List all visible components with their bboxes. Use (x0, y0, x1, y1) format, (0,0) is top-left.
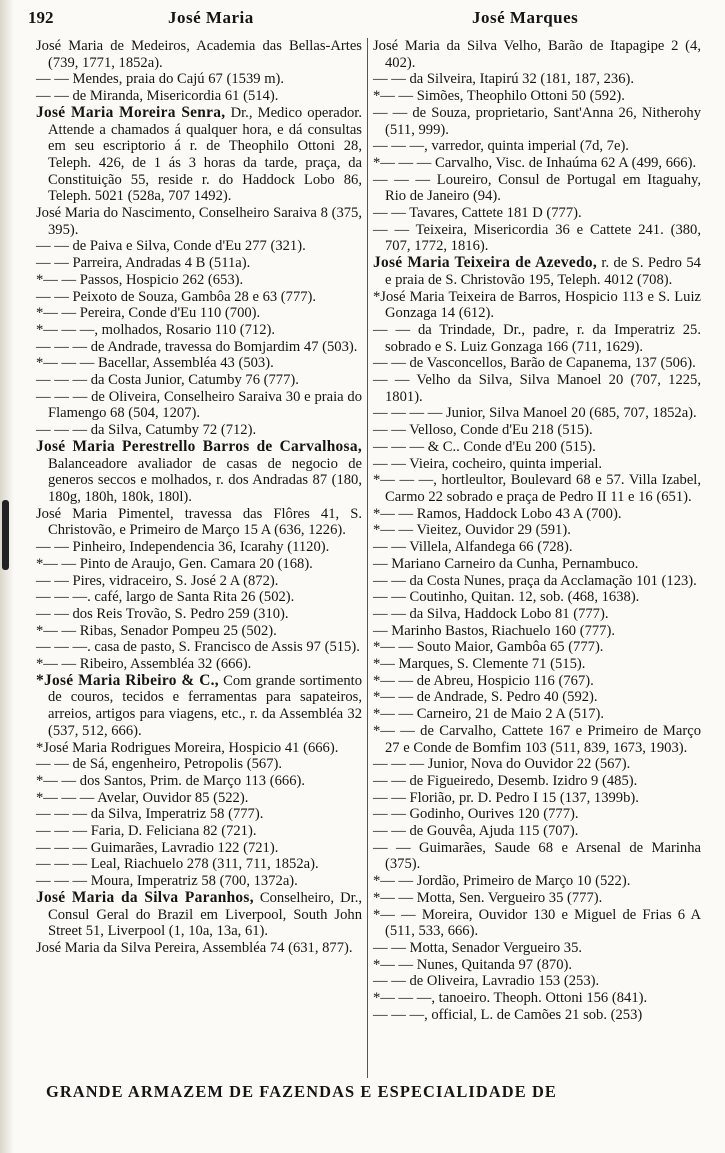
directory-entry (36, 506, 362, 539)
directory-entry (36, 756, 362, 773)
entry-text: — — de Gouvêa, Ajuda 115 (707). (373, 823, 579, 840)
entry-text: José Maria da Silva Pereira, Assembléa 74 (631, 877). (36, 939, 353, 956)
entry-text: *— — Ribas, Senador Pompeu 25 (502). (36, 622, 277, 639)
entry-text: — — Peixoto de Souza, Gambôa 28 e 63 (777). (36, 288, 317, 305)
directory-entry (373, 907, 701, 940)
page-header (0, 6, 725, 32)
directory-entry (36, 673, 362, 740)
entry-text: Dr., Medico operador. Attende a chamados á qualquer hora, e dá consultas em seu escriptorio á r. de Theophilo Ottoni 28, Teleph. 426, de 1 ás 3 horas da tarde, praça, da Constituição 55, reside r. do Haddock Lobo 86, Teleph. 5021 (528a, 707 1492). (48, 104, 363, 205)
directory-entry (373, 138, 701, 155)
entry-text: *— — Ribeiro, Assembléa 32 (666). (36, 656, 252, 673)
directory-entry (36, 856, 362, 873)
directory-entry (36, 823, 362, 840)
directory-entry (373, 890, 701, 907)
directory-entry (373, 205, 701, 222)
directory-entry (36, 539, 362, 556)
left-column (36, 38, 362, 957)
entry-text: — — de Paiva e Silva, Conde d'Eu 277 (321). (36, 238, 306, 255)
entry-text: *José Maria Rodrigues Moreira, Hospicio 41 (666). (36, 739, 339, 756)
entry-text: *José Maria Teixeira de Barros, Hospicio 113 e S. Luiz Gonzaga 14 (612). (373, 288, 701, 322)
entry-text: — Marinho Bastos, Riachuelo 160 (777). (373, 622, 615, 639)
directory-entry (373, 790, 701, 807)
footer-advertisement: GRANDE ARMAZEM DE FAZENDAS E ESPECIALIDADE DE (46, 1082, 557, 1101)
directory-entry (373, 706, 701, 723)
entry-text: — — Villela, Alfandega 66 (728). (373, 539, 573, 556)
directory-entry (36, 289, 362, 306)
entry-text: *— — Passos, Hospicio 262 (653). (36, 271, 244, 288)
column-divider (367, 38, 368, 1078)
entry-text: — — — de Andrade, travessa do Bomjardim 47 (503). (36, 338, 358, 355)
directory-entry (373, 422, 701, 439)
entry-text: — — — Faria, D. Feliciana 82 (721). (36, 823, 257, 840)
directory-entry (373, 155, 701, 172)
entry-name-bold: José Maria Perestrello Barros de Carvalhosa, (36, 437, 362, 455)
entry-text: José Maria de Medeiros, Academia das Bellas-Artes (739, 1771, 1852a). (36, 38, 362, 71)
entry-text: *— — —, tanoeiro. Theoph. Ottoni 156 (841). (373, 990, 648, 1007)
entry-text: — — Florião, pr. D. Pedro I 15 (137, 1399b). (373, 789, 639, 806)
directory-entry (373, 255, 701, 288)
directory-entry (36, 606, 362, 623)
directory-entry (36, 255, 362, 272)
directory-entry (36, 623, 362, 640)
entry-text: — — — & C.. Conde d'Eu 200 (515). (373, 438, 596, 455)
entry-text: — — de Souza, proprietario, Sant'Anna 26, Nitherohy (511, 999). (373, 104, 701, 138)
entry-text: — — da Silveira, Itapirú 32 (181, 187, 236). (373, 71, 635, 88)
entry-text: — — Coutinho, Quitan. 12, sob. (468, 1638). (373, 589, 640, 606)
entry-text: — Mariano Carneiro da Cunha, Pernambuco. (373, 555, 639, 572)
directory-entry (36, 238, 362, 255)
directory-entry (36, 205, 362, 238)
directory-entry (36, 355, 362, 372)
directory-entry (373, 957, 701, 974)
entry-text: — — Parreira, Andradas 4 B (511a). (36, 255, 251, 272)
entry-text: — — Mendes, praia do Cajú 67 (1539 m). (36, 71, 285, 88)
directory-entry (373, 973, 701, 990)
right-column (373, 38, 701, 1023)
directory-entry (36, 389, 362, 422)
entry-text: *— — Ramos, Haddock Lobo 43 A (700). (373, 505, 622, 522)
entry-text: *— — Simões, Theophilo Ottoni 50 (592). (373, 88, 625, 105)
directory-entry (373, 38, 701, 71)
directory-entry (373, 990, 701, 1007)
directory-entry (373, 606, 701, 623)
entry-text: — — de Sá, engenheiro, Petropolis (567). (36, 756, 283, 773)
directory-entry (36, 305, 362, 322)
entry-text: *— — — Carvalho, Visc. de Inhaúma 62 A (499, 666). (373, 154, 697, 171)
entry-text: — — Vieira, cocheiro, quinta imperial. (373, 455, 603, 472)
entry-text: — — —. casa de pasto, S. Francisco de Assis 97 (515). (36, 639, 360, 656)
directory-entry (373, 656, 701, 673)
entry-text: *— — Pereira, Conde d'Eu 110 (700). (36, 305, 261, 322)
entry-text: *— — Carneiro, 21 de Maio 2 A (517). (373, 706, 605, 723)
entry-text: r. de S. Pedro 54 e praia de S. Christovão 195, Teleph. 4012 (708). (385, 255, 701, 288)
entry-text: — — Velloso, Conde d'Eu 218 (515). (373, 422, 593, 439)
entry-text: Balanceadore avaliador de casas de negocio de generos seccos e molhados, r. dos Andradas 87 (180, 180g, 180h, 180k, 180l). (48, 455, 362, 505)
entry-text: — — —. café, largo de Santa Rita 26 (502). (36, 589, 295, 606)
directory-entry (373, 639, 701, 656)
directory-entry (373, 105, 701, 138)
directory-entry (373, 773, 701, 790)
entry-text: *— — Souto Maior, Gambôa 65 (777). (373, 639, 604, 656)
directory-entry (36, 88, 362, 105)
page-number: 192 (28, 8, 54, 27)
entry-text: — — da Silva, Haddock Lobo 81 (777). (373, 605, 609, 622)
entry-text: — — — Junior, Nova do Ouvidor 22 (567). (373, 756, 631, 773)
right-running-head: José Marques (472, 8, 579, 27)
entry-text: — — — Moura, Imperatriz 58 (700, 1372a). (36, 873, 298, 890)
directory-entry (373, 88, 701, 105)
directory-entry (36, 272, 362, 289)
entry-name-bold: José Maria Teixeira de Azevedo, (373, 254, 597, 272)
directory-entry (373, 439, 701, 456)
entry-text: Conselheiro, Dr., Consul Geral do Brazil em Liverpool, South John Street 51, Liverpool (1, 10a, 13a, 61). (48, 889, 362, 940)
directory-entry (373, 556, 701, 573)
entry-text: *— — dos Santos, Prim. de Março 113 (666). (36, 772, 306, 789)
entry-text: *— — de Abreu, Hospicio 116 (767). (373, 672, 594, 689)
entry-text: — — —, varredor, quinta imperial (7d, 7e). (373, 138, 629, 155)
directory-entry (36, 840, 362, 857)
directory-entry (373, 723, 701, 756)
entry-name-bold: José Maria da Silva Paranhos, (36, 888, 254, 906)
entry-text: *— Marques, S. Clemente 71 (515). (373, 656, 586, 673)
directory-entry (373, 472, 701, 505)
directory-entry (373, 589, 701, 606)
directory-entry (36, 573, 362, 590)
entry-text: José Maria Pimentel, travessa das Flôres 41, S. Christovão, e Primeiro de Março 15 A (636, 1226). (36, 505, 362, 539)
directory-entry (373, 623, 701, 640)
directory-entry (373, 322, 701, 355)
entry-text: *— — Motta, Sen. Vergueiro 35 (777). (373, 889, 603, 906)
directory-entry (373, 539, 701, 556)
directory-entry (36, 740, 362, 757)
directory-entry (36, 890, 362, 940)
entry-text: José Maria do Nascimento, Conselheiro Saraiva 8 (375, 395). (36, 205, 362, 238)
entry-text: — — Godinho, Ourives 120 (777). (373, 806, 579, 823)
directory-entry (373, 573, 701, 590)
entry-text: — — da Costa Nunes, praça da Acclamação 101 (123). (373, 572, 697, 589)
page-binding-shadow (0, 0, 14, 1153)
entry-text: — — da Trindade, Dr., padre, r. da Imperatriz 25. sobrado e S. Luiz Gonzaga 166 (711, 1629). (373, 321, 701, 355)
entry-text: *— — — Bacellar, Assembléa 43 (503). (36, 355, 274, 372)
entry-text: Com grande sortimento de couros, tecidos e ferramentas para sapateiros, arreios, artigos para viagens, etc., r. da Assembléa 32 (537, 512, 666). (48, 672, 362, 739)
directory-entry (36, 439, 362, 506)
entry-text: — — — — Junior, Silva Manoel 20 (685, 707, 1852a). (373, 405, 697, 422)
entry-text: — — — da Costa Junior, Catumby 76 (777). (36, 372, 299, 389)
directory-entry (373, 506, 701, 523)
directory-entry (373, 405, 701, 422)
directory-entry (373, 456, 701, 473)
entry-text: — — —, official, L. de Camões 21 sob. (253) (373, 1006, 643, 1023)
directory-entry (373, 756, 701, 773)
entry-text: *— — —, hortleultor, Boulevard 68 e 57. Villa Izabel, Carmo 22 sobrado e praça de Pedro II 11 e 16 (651). (373, 472, 701, 505)
entry-text: — — — da Silva, Catumby 72 (712). (36, 422, 257, 439)
entry-text: *— — — Avelar, Ouvidor 85 (522). (36, 789, 249, 806)
directory-entry (373, 806, 701, 823)
ink-blot (2, 500, 9, 570)
directory-entry (36, 38, 362, 71)
entry-text: *— — de Carvalho, Cattete 167 e Primeiro de Março 27 e Conde de Bomfim 103 (511, 839, 1673, 1903). (373, 722, 701, 756)
directory-entry (36, 422, 362, 439)
entry-text: — — — da Silva, Imperatriz 58 (777). (36, 806, 264, 823)
directory-entry (36, 589, 362, 606)
entry-text: — — — de Oliveira, Conselheiro Saraiva 30 e praia do Flamengo 68 (504, 1207). (36, 388, 362, 422)
entry-text: — — Pires, vidraceiro, S. José 2 A (872). (36, 572, 279, 589)
entry-text: José Maria da Silva Velho, Barão de Itapagipe 2 (4, 402). (373, 38, 701, 71)
entry-text: — — Guimarães, Saude 68 e Arsenal de Marinha (375). (373, 839, 701, 873)
entry-text: *— — —, molhados, Rosario 110 (712). (36, 321, 276, 338)
directory-entry (373, 689, 701, 706)
directory-entry (373, 522, 701, 539)
entry-name-bold: José Maria Moreira Senra, (36, 103, 226, 121)
directory-entry (36, 372, 362, 389)
entry-text: — — de Vasconcellos, Barão de Capanema, 137 (506). (373, 355, 696, 372)
entry-text: — — de Miranda, Misericordia 61 (514). (36, 88, 279, 105)
entry-text: *— — Vieitez, Ouvidor 29 (591). (373, 522, 571, 539)
directory-entry (373, 823, 701, 840)
directory-entry (373, 673, 701, 690)
directory-entry (373, 355, 701, 372)
entry-text: — — — Loureiro, Consul de Portugal em Itaguahy, Rio de Janeiro (94). (373, 171, 701, 205)
directory-entry (373, 840, 701, 873)
entry-text: *— — Pinto de Araujo, Gen. Camara 20 (168). (36, 555, 313, 572)
directory-entry (373, 172, 701, 205)
entry-text: *— — Nunes, Quitanda 97 (870). (373, 956, 573, 973)
entry-text: — — — Leal, Riachuelo 278 (311, 711, 1852a). (36, 856, 319, 873)
directory-entry (36, 639, 362, 656)
directory-entry (36, 322, 362, 339)
entry-text: — — Pinheiro, Independencia 36, Icarahy (1120). (36, 539, 330, 556)
entry-text: — — — Guimarães, Lavradio 122 (721). (36, 839, 279, 856)
directory-entry (36, 806, 362, 823)
directory-entry (36, 556, 362, 573)
left-running-head: José Maria (168, 8, 254, 27)
entry-text: — — de Figueiredo, Desemb. Izidro 9 (485). (373, 772, 638, 789)
directory-entry (36, 940, 362, 957)
directory-entry (373, 873, 701, 890)
entry-text: — — dos Reis Trovão, S. Pedro 259 (310). (36, 605, 289, 622)
directory-entry (36, 656, 362, 673)
entry-text: — — Motta, Senador Vergueiro 35. (373, 939, 583, 956)
entry-text: *— — Moreira, Ouvidor 130 e Miguel de Frias 6 A (511, 533, 666). (373, 906, 701, 940)
entry-text: — — Teixeira, Misericordia 36 e Cattete 241. (380, 707, 1772, 1816). (373, 221, 701, 255)
entry-text: *— — Jordão, Primeiro de Março 10 (522). (373, 873, 631, 890)
directory-entry (36, 873, 362, 890)
directory-entry (373, 372, 701, 405)
directory-entry (36, 790, 362, 807)
directory-entry (373, 289, 701, 322)
entry-text: — — Tavares, Cattete 181 D (777). (373, 205, 582, 222)
directory-entry (373, 71, 701, 88)
directory-entry (36, 339, 362, 356)
entry-text: *— — de Andrade, S. Pedro 40 (592). (373, 689, 598, 706)
directory-entry (36, 105, 362, 205)
directory-entry (373, 222, 701, 255)
directory-entry (36, 773, 362, 790)
directory-entry (373, 940, 701, 957)
directory-entry (373, 1007, 701, 1024)
entry-text: — — Velho da Silva, Silva Manoel 20 (707, 1225, 1801). (373, 372, 701, 405)
entry-text: — — de Oliveira, Lavradio 153 (253). (373, 973, 600, 990)
directory-entry (36, 71, 362, 88)
entry-name-bold: *José Maria Ribeiro & C., (36, 671, 219, 689)
